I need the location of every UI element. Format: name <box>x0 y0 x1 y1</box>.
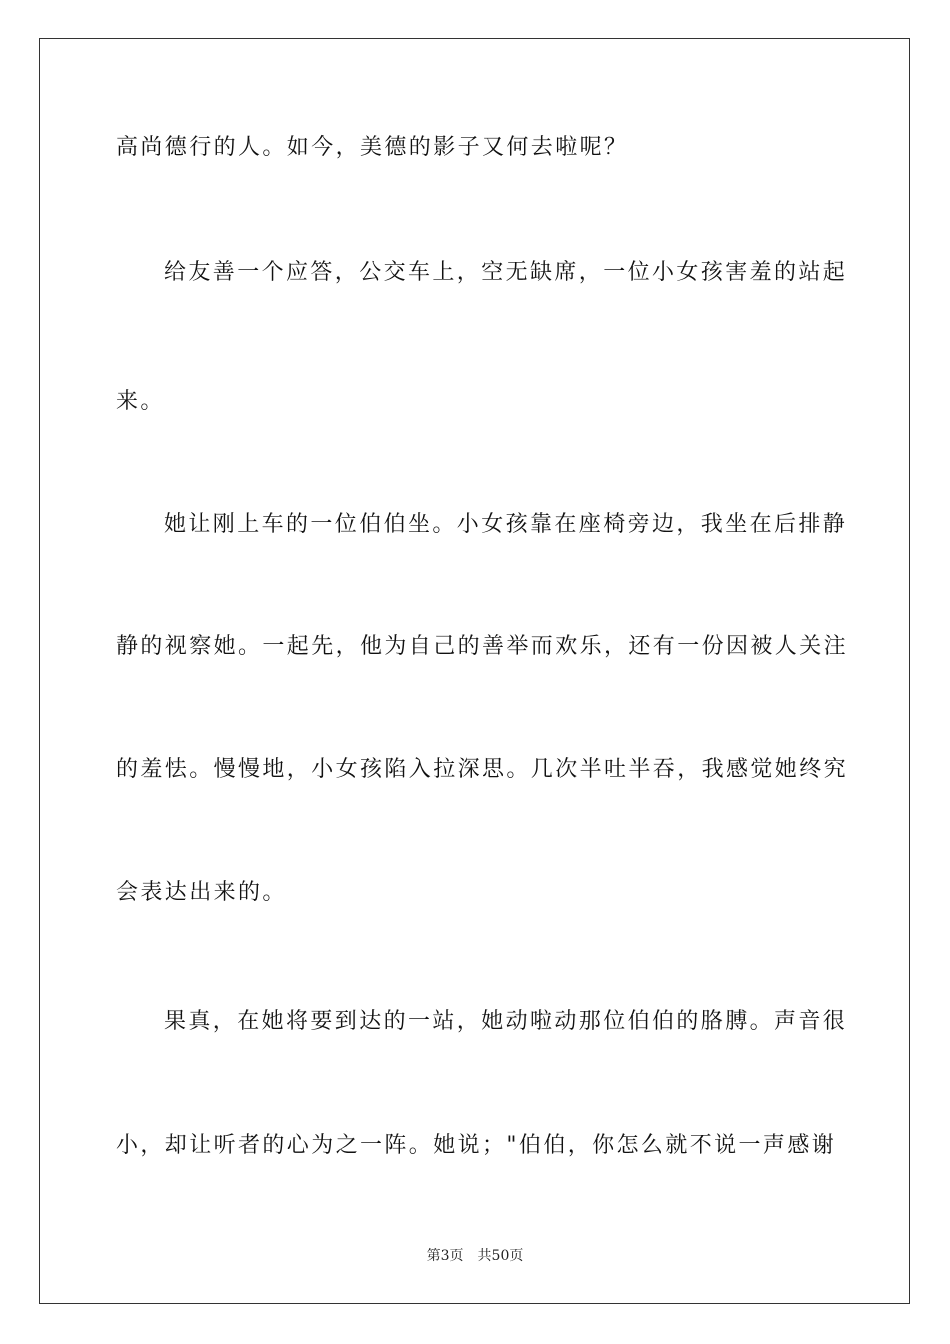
text-line: 高尚德行的人。如今，美德的影子又何去啦呢？ <box>116 135 629 160</box>
page-border <box>39 38 910 1304</box>
paragraph-first-line: 她让刚上车的一位伯伯坐。小女孩靠在座椅旁边，我坐在后排静 <box>164 512 848 537</box>
text-line: 来。 <box>116 389 165 414</box>
paragraph-first-line: 给友善一个应答，公交车上，空无缺席，一位小女孩害羞的站起 <box>164 260 848 285</box>
text-line: 会表达出来的。 <box>116 880 287 905</box>
paragraph-first-line: 果真，在她将要到达的一站，她动啦动那位伯伯的胳膊。声音很 <box>164 1009 848 1034</box>
text-line: 小，却让听者的心为之一阵。她说；"伯伯，你怎么就不说一声感谢 <box>116 1133 837 1158</box>
text-line: 的羞怯。慢慢地，小女孩陷入拉深思。几次半吐半吞，我感觉她终究 <box>116 757 849 782</box>
page-footer <box>0 1245 950 1265</box>
page-number-current: 第3页 <box>426 1248 464 1264</box>
page-number-total: 共50页 <box>477 1248 524 1264</box>
text-line: 静的视察她。一起先，他为自己的善举而欢乐，还有一份因被人关注 <box>116 634 849 659</box>
